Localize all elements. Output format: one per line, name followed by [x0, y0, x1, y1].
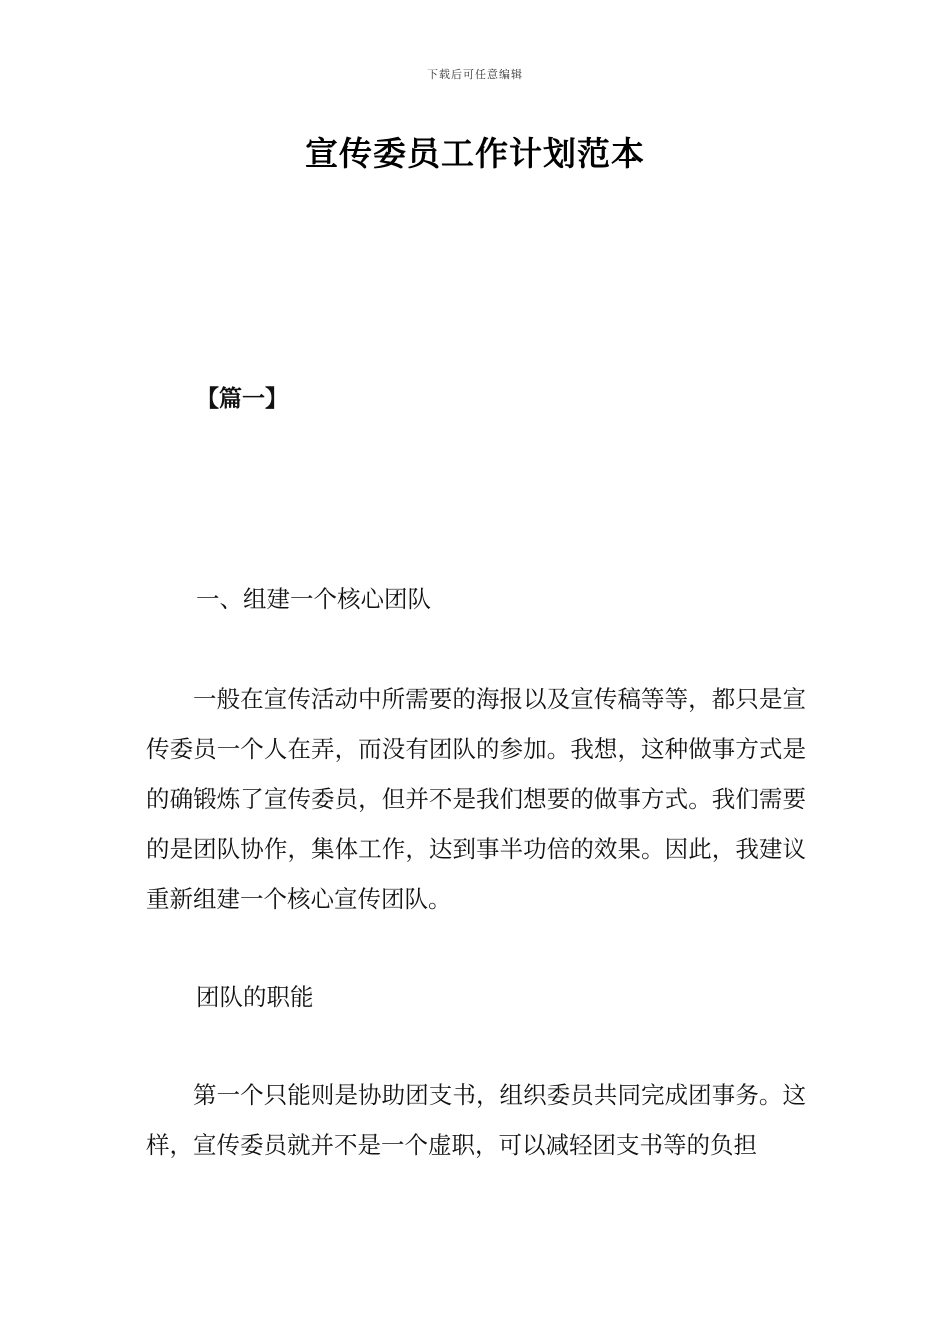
subsection-heading: 团队的职能: [196, 983, 314, 1011]
paragraph-text: 第一个只能则是协助团支书，组织委员共同完成团事务。这样，宣传委员就并不是一个虚职，可以减轻团支书等的负担: [146, 1081, 806, 1159]
body-paragraph: [146, 1070, 806, 1170]
section-heading: 一、组建一个核心团队: [196, 585, 431, 613]
paragraph-text: 一般在宣传活动中所需要的海报以及宣传稿等等，都只是宣传委员一个人在弄，而没有团队的参加。我想，这种做事方式是的确锻炼了宣传委员，但并不是我们想要的做事方式。我们需要的是团队协作，集体工作，达到事半功倍的效果。因此，我建议重新组建一个核心宣传团队。: [146, 685, 806, 913]
header-note: 下载后可任意编辑: [427, 68, 523, 81]
body-paragraph: [146, 674, 806, 924]
document-title: 宣传委员工作计划范本: [305, 134, 645, 173]
section-marker: 【篇一】: [196, 385, 288, 412]
